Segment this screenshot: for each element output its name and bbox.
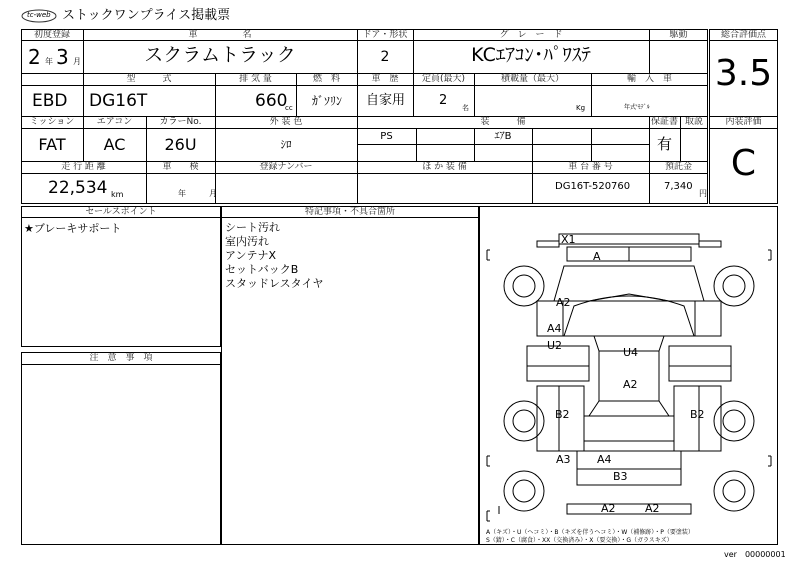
cc-unit: cc [285,104,293,112]
equip-ps: PS [380,131,393,142]
logo-text: tc-web [27,11,51,19]
model-year-unit: 年式'ﾓﾃﾞﾙ [624,104,650,111]
remark-item: シート汚れ [225,221,280,234]
mark-u4: U4 [623,346,639,359]
displacement-label: 排 気 量 [239,74,272,84]
remark-item: セットバックB [225,263,299,276]
fuel-label: 燃 料 [312,74,340,84]
mark-a2-center: A2 [623,378,638,391]
load-label: 積載量（最大） [500,74,564,84]
mark-b3: B3 [613,470,628,483]
doors-value: 2 [380,49,390,65]
inspection-year-unit: 年 [178,189,186,198]
month-unit: 月 [73,57,81,66]
chassis-no-label: 車 台 番 号 [568,162,613,172]
remark-item: 室内汚れ [225,235,269,248]
reg-year: 2 [28,45,41,69]
logo [21,8,59,24]
mark-a2-upper: A2 [556,296,571,309]
km-unit: km [111,190,124,199]
interior-score-label: 内装評価 [725,117,762,127]
model-type-label: 型 式 [126,74,172,84]
door-shape-label: ドア・形状 [362,30,408,40]
yen-unit: 円 [699,189,707,198]
interior-score-value: C [730,143,757,184]
manual-label: 取説 [684,117,703,127]
color-no-value: 26U [164,135,197,154]
deposit-value: 7,340 [664,181,693,192]
year-unit: 年 [45,57,53,66]
legend-line-2: S（錆）・C（腐食）・XX（交換済み）・X（要交換）・G（ガラスキズ） [486,537,673,544]
capacity-value: 2 [439,93,448,108]
kg-unit: Kg [576,104,586,112]
mark-a-front: A [593,250,601,263]
model-code-value: DG16T [89,91,148,111]
remark-item: アンテナX [225,249,277,262]
car-diagram [479,206,778,545]
model-value: EBD [32,91,68,111]
version-text: ver 00000001 [724,550,786,559]
aircon-label: エアコン [96,117,133,127]
mark-a3: A3 [556,453,571,466]
aircon-value: AC [103,135,126,154]
first-reg-label: 初度登録 [33,30,70,40]
legend-line-1: A（キズ）・U（ヘコミ）・B（キズを伴うヘコミ）・W（補修跡）・P（要塗装） [486,529,694,536]
fuel-value: ｶﾞｿﾘﾝ [312,94,343,108]
mileage-label: 走 行 距 離 [61,162,106,172]
color-no-label: カラーNo. [159,117,202,127]
mileage-value: 22,534 [48,178,108,198]
grade-label: グ レ ー ド [499,30,563,40]
history-value: 自家用 [366,93,406,108]
sales-point-label: セールスポイント [85,207,157,217]
inspection-label: 車 検 [162,162,199,172]
car-name-value: スクラムトラック [144,44,296,66]
notes-box [21,352,221,545]
plate-label: 登録ナンバー [259,162,313,172]
deposit-label: 預託金 [664,162,692,172]
exterior-color-value: ｼﾛ [280,138,292,151]
page-title: ストックワンプライス掲載票 [62,8,231,23]
mark-a4-left: A4 [547,322,562,335]
displacement-value: 660 [255,91,288,111]
mark-b2-left: B2 [555,408,570,421]
notes-label: 注 意 事 項 [89,353,153,363]
mission-value: FAT [38,135,66,154]
overall-score-value: 3.5 [714,53,773,94]
mission-label: ミッション [29,117,75,127]
import-label: 輸 入 車 [626,74,672,84]
remarks-label: 特記事項・不具合箇所 [304,207,395,217]
history-label: 車 歴 [371,74,399,84]
car-name-label: 車 名 [188,30,252,40]
mark-a2-rear-r: A2 [645,502,660,515]
chassis-no-value: DG16T-520760 [555,181,631,192]
exterior-color-label: 外 装 色 [269,117,303,127]
warranty-label: 保証書 [650,117,678,127]
capacity-label: 定員(最大) [421,74,466,84]
people-unit: 名 [462,104,469,112]
overall-score-label: 総合評価点 [720,30,766,40]
equip-ab: ｴｱB [494,131,512,142]
sales-point-item: ★ブレーキサポート [24,222,122,235]
warranty-value: 有 [656,135,672,153]
inspection-month-unit: 月 [209,189,217,198]
reg-month: 3 [56,45,69,69]
drive-label: 駆動 [669,30,688,40]
equipment-label: 装 備 [480,117,526,127]
remark-item: スタッドレスタイヤ [225,277,324,290]
other-equipment-label: ほ か 装 備 [422,162,467,172]
mark-a4-rear: A4 [597,453,612,466]
mark-a2-rear-l: A2 [601,502,616,515]
mark-u2: U2 [547,339,563,352]
mark-x1: X1 [561,233,576,246]
grade-value: KCｴｱｺﾝ･ﾊﾟﾜｽﾃ [471,44,591,66]
mark-b2-right: B2 [690,408,705,421]
